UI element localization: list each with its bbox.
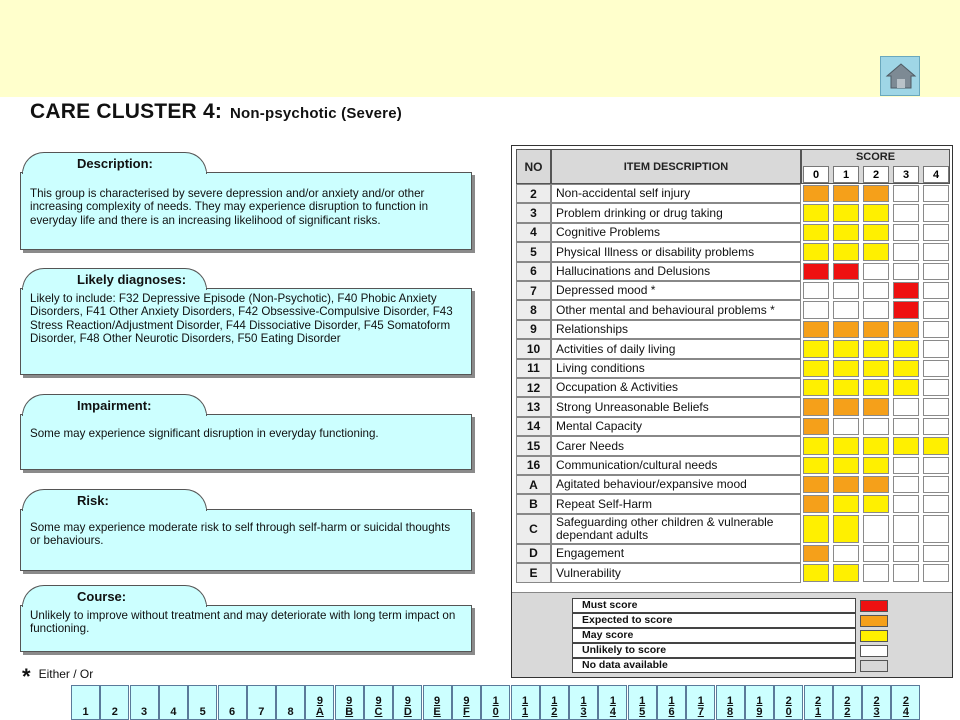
page-title <box>30 100 402 124</box>
score-column-1: 1 <box>833 166 859 183</box>
row-number: 10 <box>516 339 551 358</box>
nav-link-13[interactable] <box>569 685 598 720</box>
nav-link-6[interactable] <box>218 685 247 720</box>
score-cell-may <box>803 379 829 396</box>
score-cell-may <box>803 564 829 581</box>
score-cell-unlikely <box>893 564 919 581</box>
score-cell-may <box>863 224 889 241</box>
slide-navigation <box>71 685 921 720</box>
row-number: 12 <box>516 378 551 397</box>
nav-link-label: 9 A <box>315 695 324 718</box>
score-cell-unlikely <box>863 301 889 318</box>
nav-link-label: 1 5 <box>639 695 646 718</box>
nav-link-label: 9 D <box>403 695 412 718</box>
nav-link-label: 8 <box>287 706 294 718</box>
row-description: Hallucinations and Delusions <box>551 262 801 281</box>
score-cell-may <box>803 224 829 241</box>
score-cell-unlikely <box>923 301 949 318</box>
score-cell-may <box>803 204 829 221</box>
impairment-heading: Impairment: <box>77 398 152 413</box>
page-title-sub: Non-psychotic (Severe) <box>230 105 402 122</box>
score-cell-may <box>863 360 889 377</box>
row-description: Problem drinking or drug taking <box>551 203 801 222</box>
score-cell-unlikely <box>863 282 889 299</box>
score-cell-unlikely <box>893 204 919 221</box>
row-number: 7 <box>516 281 551 300</box>
nav-link-label: 9 C <box>374 695 383 718</box>
nav-link-9E[interactable] <box>423 685 452 720</box>
row-description: Repeat Self-Harm <box>551 494 801 513</box>
score-cell-unlikely <box>923 564 949 581</box>
nav-link-18[interactable] <box>716 685 745 720</box>
score-cell-unlikely <box>923 185 949 202</box>
row-description: Non-accidental self injury <box>551 184 801 203</box>
row-number: C <box>516 514 551 544</box>
row-number: 8 <box>516 300 551 319</box>
row-number: 16 <box>516 456 551 475</box>
risk-text: Some may experience moderate risk to self through self-harm or suicidal thoughts or behaviours. <box>30 521 451 548</box>
score-cell-unlikely <box>893 418 919 435</box>
score-cell-expected <box>803 418 829 435</box>
nav-link-11[interactable] <box>511 685 540 720</box>
score-cell-may <box>833 437 859 454</box>
nav-link-label: 2 2 <box>844 695 851 718</box>
score-cell-expected <box>803 321 829 338</box>
score-cell-unlikely <box>923 204 949 221</box>
nav-link-label: 2 <box>111 706 118 718</box>
course-box <box>20 605 472 652</box>
row-number: E <box>516 563 551 582</box>
score-cell-unlikely <box>803 282 829 299</box>
nav-link-7[interactable] <box>247 685 276 720</box>
row-description: Activities of daily living <box>551 339 801 358</box>
nav-link-label: 2 3 <box>873 695 880 718</box>
row-number: 13 <box>516 397 551 416</box>
score-cell-unlikely <box>893 185 919 202</box>
nav-link-12[interactable] <box>540 685 569 720</box>
score-cell-unlikely <box>893 224 919 241</box>
nav-link-24[interactable] <box>891 685 920 720</box>
legend-swatch-nodata <box>860 660 888 672</box>
nav-link-label: 1 8 <box>727 695 734 718</box>
score-cell-may <box>893 360 919 377</box>
score-cell-unlikely <box>893 398 919 415</box>
row-description: Other mental and behavioural problems * <box>551 300 801 319</box>
score-cell-unlikely <box>863 418 889 435</box>
nav-link-label: 1 1 <box>521 695 529 718</box>
score-cell-may <box>863 340 889 357</box>
score-cell-may <box>803 457 829 474</box>
score-cell-expected <box>833 476 859 493</box>
footnote <box>22 658 94 689</box>
score-cell-expected <box>833 185 859 202</box>
score-cell-may <box>893 379 919 396</box>
nav-link-label: 1 7 <box>697 695 704 718</box>
nav-link-label: 6 <box>228 706 236 718</box>
risk-heading: Risk: <box>77 493 109 508</box>
score-cell-expected <box>863 476 889 493</box>
score-cell-may <box>833 243 859 260</box>
row-number: 3 <box>516 203 551 222</box>
score-cell-may <box>833 340 859 357</box>
legend-swatch-unlikely <box>860 645 888 657</box>
score-column-3: 3 <box>893 166 919 183</box>
score-cell-expected <box>803 398 829 415</box>
row-description: Mental Capacity <box>551 417 801 436</box>
nav-link-label: 1 <box>82 706 89 718</box>
row-number: 9 <box>516 320 551 339</box>
score-cell-may <box>863 379 889 396</box>
score-cell-may <box>923 437 949 454</box>
nav-link-5[interactable] <box>188 685 217 720</box>
row-description: Carer Needs <box>551 436 801 455</box>
score-cell-unlikely <box>893 515 919 543</box>
score-cell-unlikely <box>923 360 949 377</box>
score-cell-may <box>863 204 889 221</box>
row-number: B <box>516 494 551 513</box>
nav-link-1[interactable] <box>71 685 100 720</box>
nav-link-21[interactable] <box>804 685 833 720</box>
score-cell-unlikely <box>923 243 949 260</box>
row-description: Living conditions <box>551 359 801 378</box>
score-cell-unlikely <box>863 545 889 562</box>
nav-link-9A[interactable] <box>305 685 334 720</box>
nav-link-14[interactable] <box>598 685 627 720</box>
row-description: Physical Illness or disability problems <box>551 242 801 261</box>
score-cell-unlikely <box>923 398 949 415</box>
score-cell-must <box>893 301 919 318</box>
score-cell-unlikely <box>923 515 949 543</box>
score-cell-must <box>833 263 859 280</box>
nav-link-label: 2 4 <box>902 695 909 718</box>
score-cell-may <box>833 457 859 474</box>
score-cell-expected <box>803 185 829 202</box>
score-cell-must <box>893 282 919 299</box>
row-number: 6 <box>516 262 551 281</box>
nav-link-label: 2 1 <box>814 695 822 718</box>
score-cell-unlikely <box>863 515 889 543</box>
score-cell-expected <box>863 321 889 338</box>
score-cell-expected <box>863 398 889 415</box>
legend-label-unlikely: Unlikely to score <box>572 643 856 658</box>
row-number: 14 <box>516 417 551 436</box>
row-description: Occupation & Activities <box>551 378 801 397</box>
nav-link-label: 1 6 <box>668 695 675 718</box>
row-description: Engagement <box>551 544 801 563</box>
nav-link-label: 9 B <box>345 695 354 718</box>
score-cell-unlikely <box>863 564 889 581</box>
score-cell-may <box>833 204 859 221</box>
row-description: Strong Unreasonable Beliefs <box>551 397 801 416</box>
score-cell-may <box>803 515 829 543</box>
score-cell-unlikely <box>923 476 949 493</box>
description-text: This group is characterised by severe depression and/or anxiety and/or other increasing complexity of needs. They may experience disruption to function in everyday life and there is an increasing likelihood of significant risks. <box>30 187 429 227</box>
row-description: Agitated behaviour/expansive mood <box>551 475 801 494</box>
score-cell-unlikely <box>923 495 949 512</box>
nav-link-label: 5 <box>199 706 206 718</box>
score-cell-may <box>803 340 829 357</box>
score-header-label: SCORE <box>855 151 896 163</box>
score-cell-unlikely <box>923 340 949 357</box>
legend-label-expected: Expected to score <box>572 613 856 628</box>
footnote-text: Either / Or <box>38 667 94 681</box>
score-cell-unlikely <box>893 476 919 493</box>
row-description: Communication/cultural needs <box>551 456 801 475</box>
score-cell-may <box>833 224 859 241</box>
score-column-2: 2 <box>863 166 889 183</box>
impairment-box <box>20 414 472 470</box>
nav-link-8[interactable] <box>276 685 305 720</box>
legend-swatch-expected <box>860 615 888 627</box>
impairment-text: Some may experience significant disruption in everyday functioning. <box>30 427 379 440</box>
score-cell-unlikely <box>833 301 859 318</box>
nav-link-label: 1 2 <box>551 695 558 718</box>
score-cell-unlikely <box>923 282 949 299</box>
nav-link-2[interactable] <box>100 685 129 720</box>
score-cell-may <box>833 564 859 581</box>
top-banner <box>0 0 960 97</box>
score-cell-unlikely <box>893 495 919 512</box>
score-cell-unlikely <box>833 282 859 299</box>
score-cell-unlikely <box>923 379 949 396</box>
nav-link-label: 2 0 <box>785 695 792 718</box>
score-cell-expected <box>833 321 859 338</box>
nav-link-label: 1 0 <box>492 695 499 718</box>
score-cell-may <box>863 457 889 474</box>
nav-link-label: 9 E <box>433 695 441 718</box>
row-description: Vulnerability <box>551 563 801 582</box>
score-cell-unlikely <box>923 321 949 338</box>
footnote-symbol: * <box>22 664 31 689</box>
row-number: D <box>516 544 551 563</box>
score-cell-unlikely <box>893 263 919 280</box>
row-number: 2 <box>516 184 551 203</box>
score-cell-may <box>833 515 859 543</box>
nav-link-label: 4 <box>170 706 177 718</box>
score-column-4: 4 <box>923 166 949 183</box>
nav-link-22[interactable] <box>833 685 862 720</box>
nav-link-15[interactable] <box>628 685 657 720</box>
score-cell-may <box>863 243 889 260</box>
home-button[interactable] <box>880 56 920 96</box>
nav-link-10[interactable] <box>481 685 510 720</box>
score-cell-must <box>803 263 829 280</box>
score-column-0: 0 <box>803 166 829 183</box>
nav-link-9C[interactable] <box>364 685 393 720</box>
nav-link-label: 7 <box>258 706 265 718</box>
nav-link-label: 3 <box>141 706 148 718</box>
legend-swatch-may <box>860 630 888 642</box>
score-cell-may <box>863 437 889 454</box>
score-cell-may <box>893 340 919 357</box>
score-cell-expected <box>803 476 829 493</box>
score-cell-may <box>863 495 889 512</box>
nav-link-9F[interactable] <box>452 685 481 720</box>
score-cell-unlikely <box>893 457 919 474</box>
diagnoses-box <box>20 288 472 375</box>
row-number: A <box>516 475 551 494</box>
score-cell-expected <box>803 495 829 512</box>
row-number: 15 <box>516 436 551 455</box>
row-number: 11 <box>516 359 551 378</box>
row-description: Relationships <box>551 320 801 339</box>
nav-link-9D[interactable] <box>393 685 422 720</box>
row-description: Cognitive Problems <box>551 223 801 242</box>
legend-label-nodata: No data available <box>572 658 856 673</box>
score-cell-expected <box>803 545 829 562</box>
score-cell-unlikely <box>923 457 949 474</box>
nav-link-label: 9 F <box>463 695 470 718</box>
score-cell-may <box>833 360 859 377</box>
diagnoses-text: Likely to include: F32 Depressive Episode (Non-Psychotic), F40 Phobic Anxiety Disorders, F41 Other Anxiety Disorders, F42 Obsessive-Compulsive Disorder, F43 Stress Reaction/Adjustment Disorder, F44 Dissociative Disorder, F45 Somatoform Disorder, F48 Other Neurotic Disorders, F50 Eating Disorder <box>30 292 453 346</box>
course-text: Unlikely to improve without treatment and may deteriorate with long term impact on functioning. <box>30 609 456 636</box>
risk-box <box>20 509 472 571</box>
nav-link-17[interactable] <box>686 685 715 720</box>
score-cell-unlikely <box>863 263 889 280</box>
row-description: Depressed mood * <box>551 281 801 300</box>
nav-link-19[interactable] <box>745 685 774 720</box>
nav-link-label: 1 3 <box>580 695 587 718</box>
score-cell-may <box>803 360 829 377</box>
row-description: Safeguarding other children & vulnerable dependant adults <box>551 514 801 544</box>
nav-link-label: 1 9 <box>756 695 763 718</box>
description-box <box>20 172 472 250</box>
page-title-main: CARE CLUSTER 4: <box>30 100 223 123</box>
score-cell-unlikely <box>893 545 919 562</box>
description-heading: Description: <box>77 156 153 171</box>
score-cell-may <box>833 495 859 512</box>
nav-link-3[interactable] <box>130 685 159 720</box>
score-cell-expected <box>893 321 919 338</box>
score-cell-unlikely <box>923 263 949 280</box>
nav-link-20[interactable] <box>774 685 803 720</box>
score-cell-unlikely <box>833 545 859 562</box>
row-number: 4 <box>516 223 551 242</box>
score-cell-unlikely <box>803 301 829 318</box>
score-cell-expected <box>833 398 859 415</box>
score-cell-unlikely <box>923 545 949 562</box>
course-heading: Course: <box>77 589 127 604</box>
score-cell-unlikely <box>923 224 949 241</box>
score-cell-expected <box>863 185 889 202</box>
legend-swatch-must <box>860 600 888 612</box>
diagnoses-heading: Likely diagnoses: <box>77 272 187 287</box>
item-description-header: ITEM DESCRIPTION <box>551 149 801 184</box>
score-cell-unlikely <box>833 418 859 435</box>
nav-link-16[interactable] <box>657 685 686 720</box>
nav-link-23[interactable] <box>862 685 891 720</box>
nav-link-label: 1 4 <box>609 695 616 718</box>
nav-link-4[interactable] <box>159 685 188 720</box>
score-cell-may <box>833 379 859 396</box>
no-column-header: NO <box>516 149 551 184</box>
home-icon <box>885 62 917 90</box>
legend-label-must: Must score <box>572 598 856 613</box>
row-number: 5 <box>516 242 551 261</box>
score-cell-may <box>893 437 919 454</box>
score-cell-unlikely <box>923 418 949 435</box>
score-cell-may <box>803 243 829 260</box>
nav-link-9B[interactable] <box>335 685 364 720</box>
legend-label-may: May score <box>572 628 856 643</box>
score-cell-may <box>803 437 829 454</box>
score-cell-unlikely <box>893 243 919 260</box>
